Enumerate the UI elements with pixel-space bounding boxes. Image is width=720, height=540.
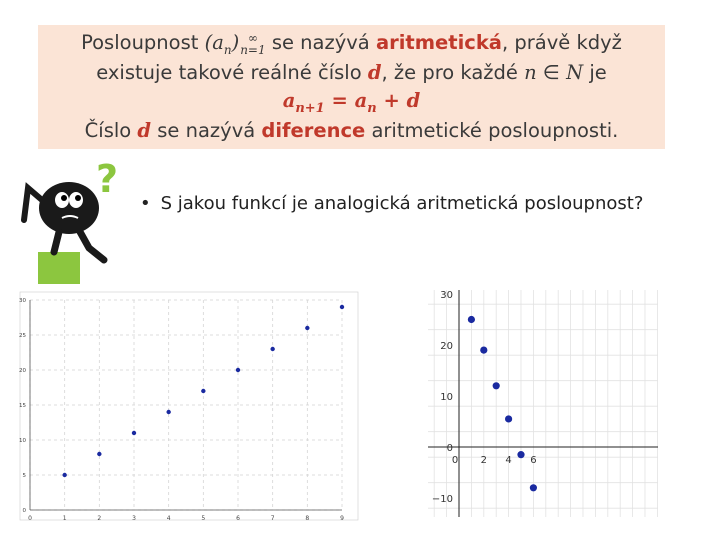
definition-formula (38, 89, 665, 116)
formula-a: a (354, 89, 368, 112)
data-point (132, 431, 136, 435)
formula-sub: n (367, 100, 377, 116)
data-point (62, 473, 66, 477)
x-tick-label: 3 (132, 515, 136, 522)
box-icon (38, 252, 80, 284)
formula-plus: + (376, 89, 407, 112)
definition-line-1 (38, 31, 665, 57)
formula-sub: n+1 (295, 100, 325, 116)
symbol-d: d (137, 119, 152, 142)
data-point (270, 347, 274, 351)
bullet-icon: • (140, 193, 151, 214)
thinking-character-icon (14, 160, 124, 285)
data-point (201, 389, 205, 393)
data-point (97, 452, 101, 456)
y-tick-label: 0 (22, 508, 26, 514)
question-bullet (140, 193, 643, 214)
data-point (530, 484, 537, 491)
x-tick-label: 2 (97, 515, 102, 522)
y-tick-label: 30 (19, 298, 26, 304)
y-tick-label: 15 (19, 403, 26, 409)
data-point (166, 410, 170, 414)
definition-line-4 (38, 119, 665, 142)
x-tick-label: 6 (236, 515, 240, 522)
chart-arithmetic-increasing (0, 290, 360, 525)
text: existuje takové reálné číslo (96, 61, 368, 84)
formula-eq: = (324, 89, 355, 112)
question-text: S jakou funkcí je analogická aritmetická posloupnost? (160, 193, 644, 214)
x-tick-label: 7 (270, 515, 275, 522)
y-tick-label: 0 (446, 443, 453, 454)
symbol-in: ∈ (536, 61, 567, 84)
y-tick-label: 10 (440, 392, 453, 403)
term-diference: diference (261, 119, 366, 142)
y-tick-label: 20 (19, 368, 26, 374)
text: , že pro každé (381, 61, 525, 84)
text: Číslo (84, 119, 138, 142)
symbol-d: d (367, 61, 382, 84)
term-aritmeticka: aritmetická (375, 31, 502, 54)
y-tick-label: −10 (431, 494, 453, 505)
y-tick-label: 5 (22, 473, 26, 479)
x-tick-label: 8 (305, 515, 310, 522)
text: se nazývá (151, 119, 262, 142)
text: , právě když (501, 31, 622, 54)
definition-line-2 (38, 61, 665, 84)
data-point (340, 305, 344, 309)
text: aritmetické posloupnosti. (365, 119, 619, 142)
question-mark-icon: ? (96, 160, 119, 201)
formula-a: a (282, 89, 296, 112)
y-tick-label: 25 (19, 333, 26, 339)
x-tick-label: 5 (201, 515, 206, 522)
y-tick-label: 30 (440, 290, 453, 301)
text: Posloupnost (81, 31, 205, 54)
symbol-n: n (524, 61, 537, 84)
text: se nazývá (265, 31, 376, 54)
y-tick-label: 20 (440, 341, 453, 352)
text: je (583, 61, 607, 84)
formula-d: d (406, 89, 421, 112)
data-point (517, 451, 524, 458)
y-tick-label: 10 (19, 438, 26, 444)
data-point (493, 382, 500, 389)
x-tick-label: 4 (505, 455, 512, 466)
x-tick-label: 0 (28, 515, 32, 522)
x-tick-label: 1 (62, 515, 67, 522)
definition-box (38, 25, 665, 149)
x-tick-label: 6 (530, 455, 537, 466)
x-tick-label: 0 (451, 455, 459, 466)
data-point (236, 368, 240, 372)
x-tick-label: 9 (340, 515, 344, 522)
data-point (480, 347, 487, 354)
data-point (505, 415, 512, 422)
chart-arithmetic-decreasing (420, 285, 665, 520)
data-point (305, 326, 309, 330)
x-tick-label: 4 (166, 515, 171, 522)
x-tick-label: 2 (480, 455, 487, 466)
symbol-N: N (566, 61, 584, 84)
data-point (468, 316, 475, 323)
sequence-notation: $(a_n)$ ∞ n=1 (204, 30, 266, 57)
